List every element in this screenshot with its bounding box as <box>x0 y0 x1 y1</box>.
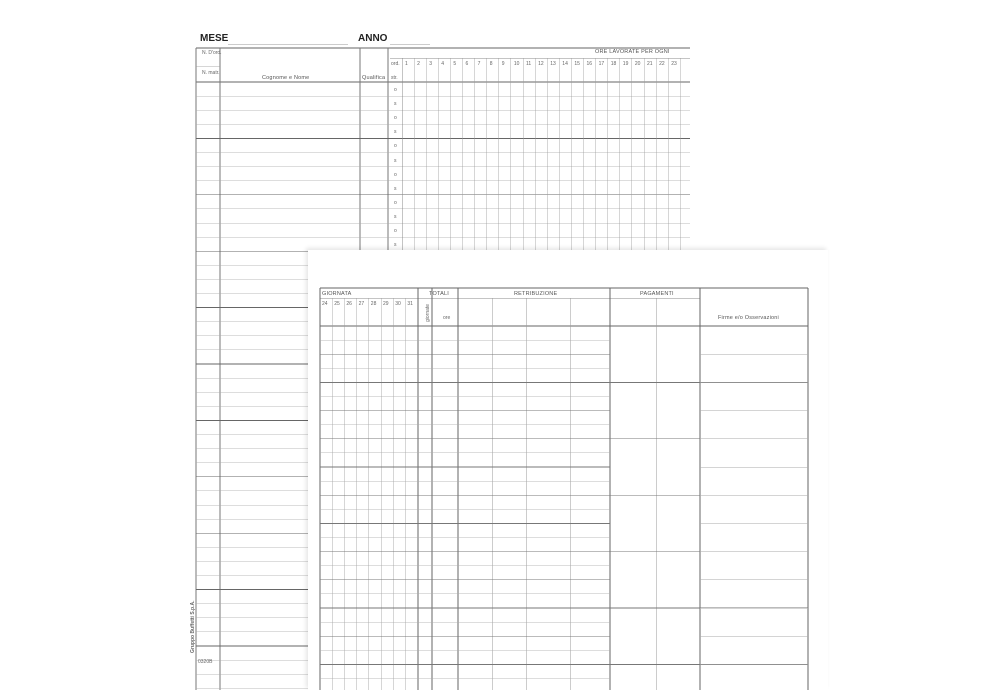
hours-by-day-header: ORE LAVORATE PER OGNI <box>595 49 670 55</box>
day-number-16: 16 <box>586 61 593 67</box>
pay-header: RETRIBUZIONE <box>514 291 558 297</box>
day-number-23: 23 <box>671 61 677 67</box>
day-number-7: 7 <box>477 61 481 67</box>
name-column-header: Cognome e Nome <box>262 75 310 81</box>
row-type-mark: s <box>394 157 397 164</box>
front-day-number-27: 27 <box>358 301 365 307</box>
day-number-1: 1 <box>405 61 408 67</box>
day-number-15: 15 <box>574 61 580 67</box>
row-type-mark: s <box>394 213 397 220</box>
day-number-6: 6 <box>465 61 469 67</box>
day-number-22: 22 <box>659 61 665 67</box>
row-type-mark: o <box>394 143 397 150</box>
payments-header: PAGAMENTI <box>640 291 674 297</box>
year-label: ANNO <box>358 33 388 44</box>
day-number-17: 17 <box>598 61 605 67</box>
front-day-number-24: 24 <box>322 301 328 307</box>
row-type-mark: s <box>394 242 397 249</box>
front-day-number-31: 31 <box>407 301 413 307</box>
row-type-mark: s <box>394 101 397 108</box>
day-group-header: GIORNATA <box>322 291 352 297</box>
publisher-imprint: Gruppo Buffetti S.p.A. <box>190 600 196 653</box>
register-front-page <box>308 250 828 690</box>
role-column-header: Qualifica <box>362 75 386 81</box>
overtime-hours-label: str. <box>391 75 398 81</box>
day-number-21: 21 <box>647 61 653 67</box>
front-day-number-29: 29 <box>383 301 389 307</box>
day-number-11: 11 <box>526 61 532 67</box>
row-type-mark: o <box>394 171 397 178</box>
row-type-mark: o <box>394 199 397 206</box>
row-type-mark: o <box>394 115 397 122</box>
signature-column-header: Firme e/o Osservazioni <box>718 315 779 321</box>
front-day-number-30: 30 <box>395 301 401 307</box>
day-number-13: 13 <box>550 61 556 67</box>
front-day-number-26: 26 <box>346 301 352 307</box>
totals-hours-label: ore <box>443 315 451 321</box>
day-number-14: 14 <box>562 61 568 67</box>
front-day-number-28: 28 <box>370 301 377 307</box>
row-type-mark: o <box>394 228 397 234</box>
row-type-mark: s <box>394 129 397 136</box>
front-day-number-25: 25 <box>334 301 340 307</box>
day-number-18: 18 <box>610 61 617 67</box>
day-number-9: 9 <box>501 61 505 67</box>
day-number-19: 19 <box>622 61 629 67</box>
day-number-20: 20 <box>634 61 641 67</box>
totals-header: TOTALI <box>429 291 449 297</box>
day-number-3: 3 <box>429 61 432 67</box>
matriculation-number-label: N. matr. <box>202 70 220 76</box>
day-number-4: 4 <box>441 61 445 67</box>
day-number-8: 8 <box>489 61 493 67</box>
row-type-mark: o <box>394 87 397 93</box>
month-label: MESE <box>200 33 229 44</box>
day-number-10: 10 <box>513 61 520 67</box>
day-number-2: 2 <box>417 61 420 67</box>
form-code: 0320B <box>198 659 213 665</box>
totals-days-label: giornate <box>425 303 431 322</box>
row-type-mark: s <box>394 185 397 192</box>
order-number-label: N. D'ord. <box>202 50 222 56</box>
ordinary-hours-label: ord. <box>391 61 400 67</box>
day-number-12: 12 <box>538 61 544 67</box>
day-number-5: 5 <box>453 61 457 67</box>
